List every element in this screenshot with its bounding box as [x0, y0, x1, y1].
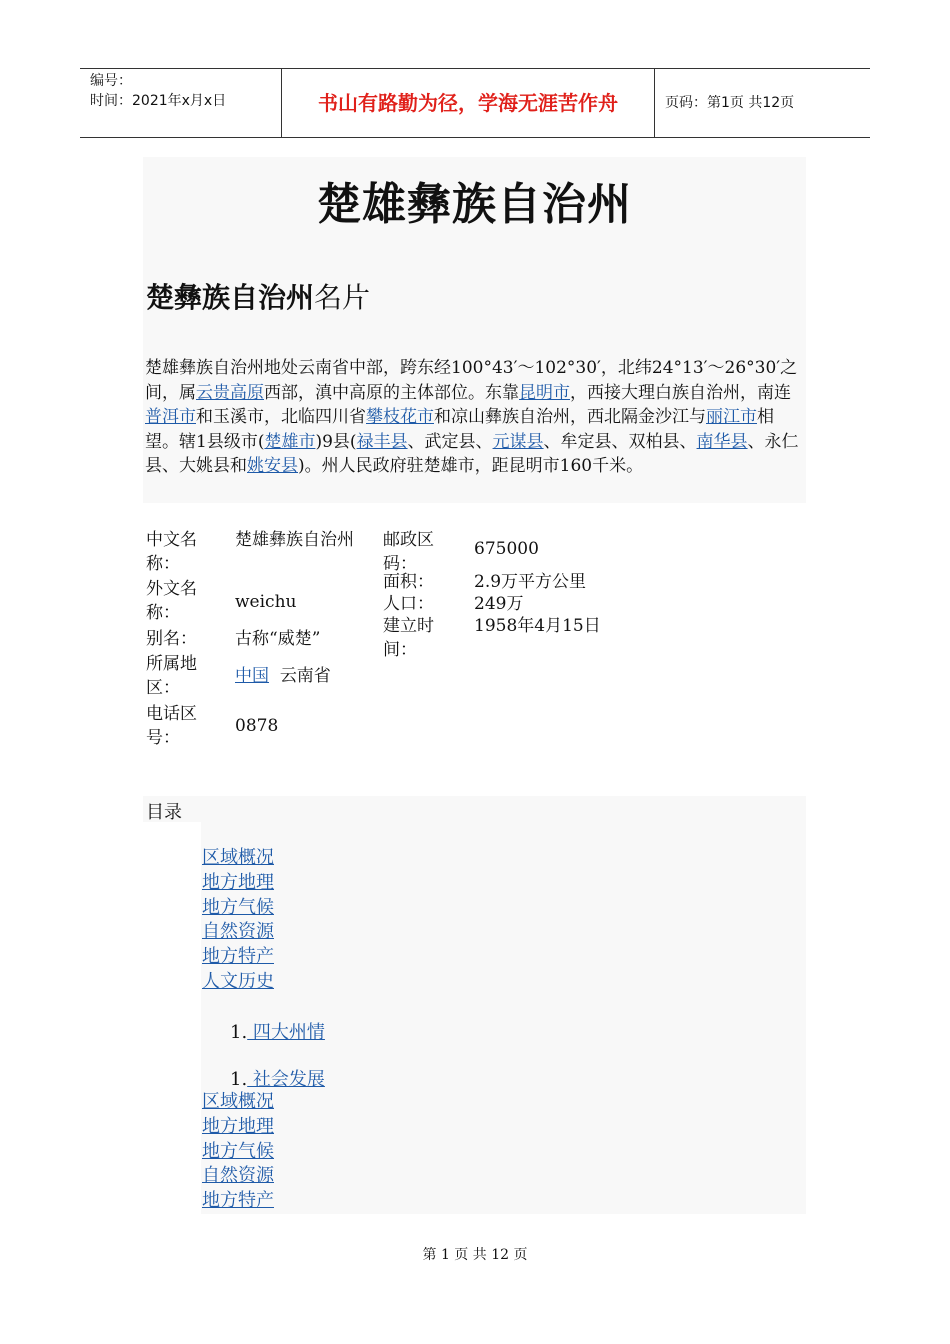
- intro-text: 、武定县、: [407, 431, 493, 452]
- info-label-founded: 建立时间：: [383, 616, 434, 660]
- info-label-population: 人口：: [383, 594, 434, 614]
- intro-text: )9县(: [315, 431, 357, 452]
- toc-link-specialties[interactable]: 地方特产: [202, 946, 274, 968]
- toc-link-social-development[interactable]: 社会发展: [247, 1069, 325, 1090]
- toc-link-specialties[interactable]: 地方特产: [202, 1190, 274, 1212]
- link-lufeng[interactable]: 禄丰县: [356, 431, 408, 452]
- section-subtitle: [146, 276, 370, 316]
- toc-link-resources[interactable]: 自然资源: [202, 1165, 274, 1187]
- toc-link-four-states[interactable]: 四大州情: [247, 1022, 325, 1043]
- info-value-chinese-name: 楚雄彝族自治州: [235, 530, 354, 550]
- header-divider: [654, 69, 655, 137]
- info-value-founded: 1958年4月15日: [474, 616, 601, 636]
- link-nanhua[interactable]: 南华县: [696, 431, 748, 452]
- info-value-population: 249万: [474, 594, 524, 614]
- toc-link-resources[interactable]: 自然资源: [202, 921, 274, 943]
- info-value-phone: 0878: [235, 716, 279, 736]
- toc-link-history[interactable]: 人文历史: [202, 970, 274, 992]
- toc-link-region-overview[interactable]: 区域概况: [202, 847, 274, 868]
- link-yungui-plateau[interactable]: 云贵高原: [196, 382, 264, 403]
- link-kunming[interactable]: 昆明市: [519, 382, 570, 403]
- header-page-info: 页码：第1页 共12页: [665, 95, 795, 111]
- info-value-area: 2.9万平方公里: [474, 572, 587, 592]
- toc-number: 1.: [230, 1022, 248, 1043]
- link-chuxiong-city[interactable]: 楚雄市: [264, 431, 316, 452]
- page-title: 楚雄彝族自治州: [317, 179, 632, 230]
- info-label-alias: 别名：: [146, 629, 197, 649]
- intro-text: 相望。辖1县级市(: [145, 407, 774, 452]
- page-header: [80, 68, 870, 138]
- info-label-foreign-name: 外文名称：: [146, 579, 197, 623]
- info-label-postal: 邮政区码：: [383, 530, 434, 574]
- toc-label: 目录: [146, 802, 182, 823]
- info-region-province: 云南省: [279, 666, 331, 686]
- toc-left-gap: [143, 822, 201, 1214]
- info-label-region: 所属地区：: [146, 654, 197, 698]
- link-yaoan[interactable]: 姚安县: [247, 456, 298, 477]
- intro-text: ，西接大理白族自治州，南连: [570, 382, 791, 403]
- link-lijiang[interactable]: 丽江市: [706, 407, 757, 428]
- info-value-alias: 古称“威楚”: [235, 629, 321, 649]
- link-panzhihua[interactable]: 攀枝花市: [366, 407, 434, 428]
- toc-link-region-overview[interactable]: 区域概况: [202, 1091, 274, 1112]
- toc-link-climate[interactable]: 地方气候: [202, 896, 274, 918]
- intro-paragraph: [145, 356, 807, 479]
- toc-numbered-item: [230, 1065, 325, 1091]
- link-china[interactable]: 中国: [235, 666, 269, 686]
- intro-text: 西部，滇中高原的主体部位。东靠: [264, 382, 519, 403]
- intro-text: 和凉山彝族自治州，西北隔金沙江与: [434, 407, 706, 428]
- toc-link-climate[interactable]: 地方气候: [202, 1140, 274, 1162]
- intro-text: )。州人民政府驻楚雄市，距昆明市160千米。: [298, 456, 644, 477]
- header-time: 时间：2021年x月x日: [90, 93, 227, 109]
- info-label-phone: 电话区号：: [146, 704, 197, 748]
- subtitle-bold: 楚彝族自治州: [146, 281, 315, 314]
- intro-text: 楚雄彝族自治州地处云南省中部，跨东经100°43′～102°30′，北纬24°13′～26°30′之间，属: [145, 358, 798, 403]
- info-label-area: 面积：: [383, 572, 434, 592]
- subtitle-normal: 名片: [314, 281, 371, 314]
- info-value-region: [235, 664, 331, 688]
- link-yuanmou[interactable]: 元谋县: [492, 431, 544, 452]
- toc-group-2: [202, 1090, 274, 1214]
- header-meta: [90, 71, 280, 111]
- toc-link-geography[interactable]: 地方地理: [202, 1115, 274, 1137]
- page-footer: 第 1 页 共 12 页: [422, 1247, 528, 1263]
- toc-group-1: [202, 846, 274, 995]
- info-value-foreign-name: weichu: [235, 592, 297, 612]
- header-number: 编号：: [90, 73, 132, 89]
- toc-number: 1.: [230, 1069, 248, 1090]
- intro-text: 和玉溪市，北临四川省: [196, 407, 366, 428]
- info-label-chinese-name: 中文名称：: [146, 530, 197, 574]
- header-motto: 书山有路勤为径，学海无涯苦作舟: [318, 91, 618, 115]
- intro-text: 、牟定县、双柏县、: [543, 431, 697, 452]
- toc-numbered-item: [230, 1018, 325, 1044]
- toc-link-geography[interactable]: 地方地理: [202, 871, 274, 893]
- intro-text: 、永仁县、大姚县和: [145, 431, 799, 477]
- link-puer[interactable]: 普洱市: [145, 407, 196, 428]
- info-value-postal: 675000: [474, 539, 539, 559]
